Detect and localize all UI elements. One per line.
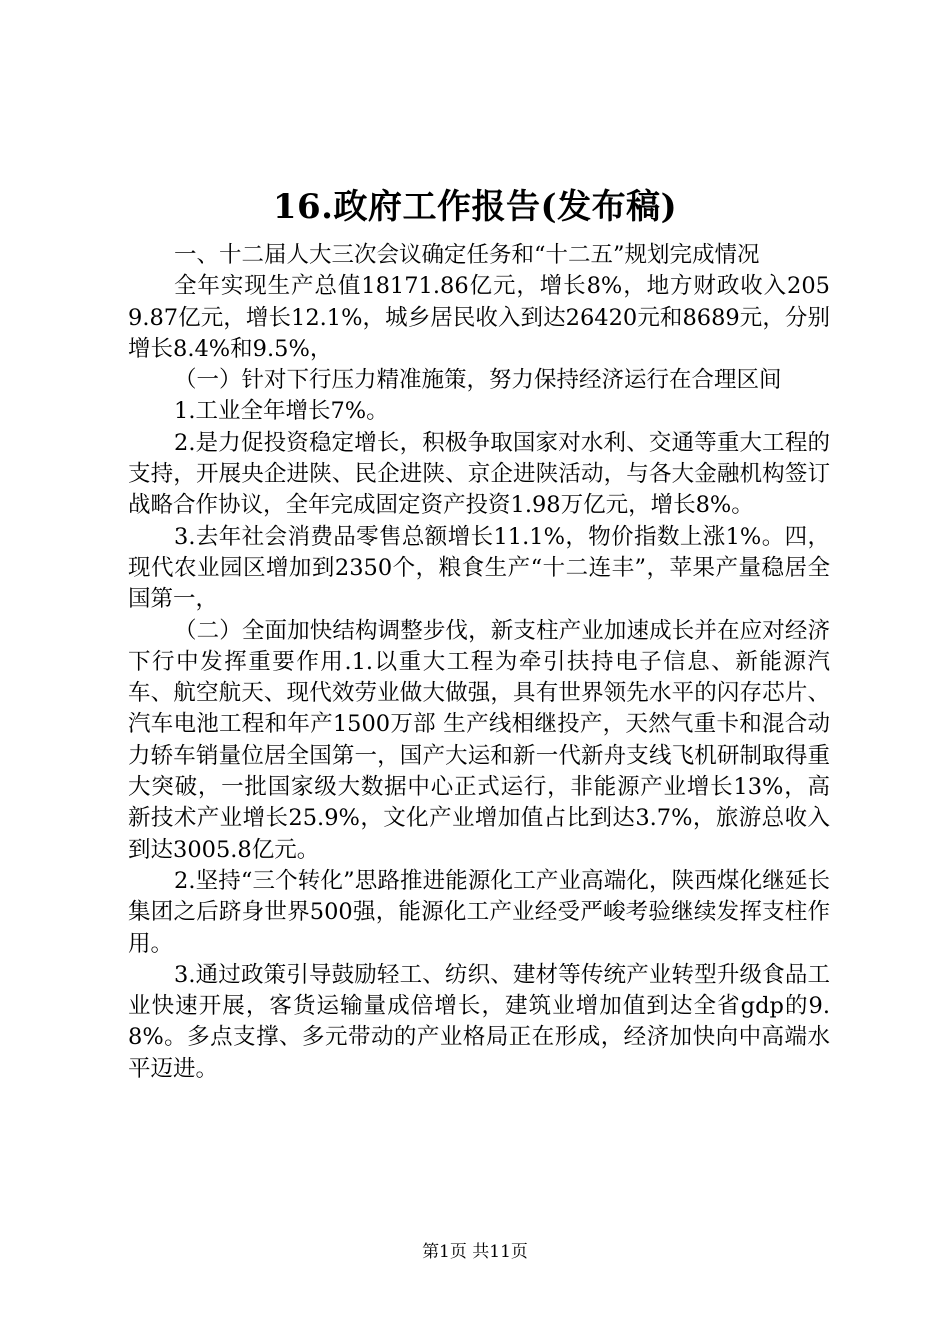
document-title: 16.政府工作报告(发布稿) <box>272 187 678 227</box>
page-footer: 第1页 共11页 <box>422 1242 528 1262</box>
paragraph-item: 2.是力促投资稳定增长，积极争取国家对水利、交通等重大工程的支持，开展央企进陕、民企进陕、京企进陕活动，与各大金融机构签订战略合作协议，全年完成固定资产投资1.98万亿元，增长8%。 <box>128 429 830 519</box>
paragraph-item: 3.去年社会消费品零售总额增长11.1%，物价指数上涨1%。四，现代农业园区增加到2350个，粮食生产“十二连丰”，苹果产量稳居全国第一， <box>128 523 830 613</box>
document-body <box>128 240 830 1085</box>
subsection-heading-1: （一）针对下行压力精准施策，努力保持经济运行在合理区间 <box>174 367 782 394</box>
paragraph-summary: 全年实现生产总值18171.86亿元，增长8%，地方财政收入2059.87亿元，增长12.1%，城乡居民收入到达26420元和8689元，分别增长8.4%和9.5%， <box>128 273 830 362</box>
paragraph-item: 2.坚持“三个转化”思路推进能源化工产业高端化，陕西煤化继延长集团之后跻身世界500强，能源化工产业经受严峻考验继续发挥支柱作用。 <box>128 867 830 957</box>
subsection-heading-2: （二）全面加快结构调整步伐，新支柱产业加速成长并在应对经济下行中发挥重要作用.1.以重大工程为牵引扶持电子信息、新能源汽车、航空航天、现代效劳业做大做强，具有世界领先水平的闪存芯片、汽车电池工程和年产1500万部 生产线相继投产，天然气重卡和混合动力轿车销量位居全国第一，国产大运和新一代新舟支线飞机研制取得重大突破，一批国家级大数据中心正式运行，非能源产业增长13%，高新技术产业增长25.9%，文化产业增加值占比到达3.7%，旅游总收入到达3005.8亿元。 <box>128 617 830 863</box>
section-heading-1: 一、十二届人大三次会议确定任务和“十二五”规划完成情况 <box>174 242 760 268</box>
paragraph-item: 3.通过政策引导鼓励轻工、纺织、建材等传统产业转型升级食品工业快速开展，客货运输量成倍增长，建筑业增加值到达全省gdp的9.8%。多点支撑、多元带动的产业格局正在形成，经济加快向中高端水平迈进。 <box>128 961 830 1082</box>
paragraph-item: 1.工业全年增长7%。 <box>174 398 389 425</box>
